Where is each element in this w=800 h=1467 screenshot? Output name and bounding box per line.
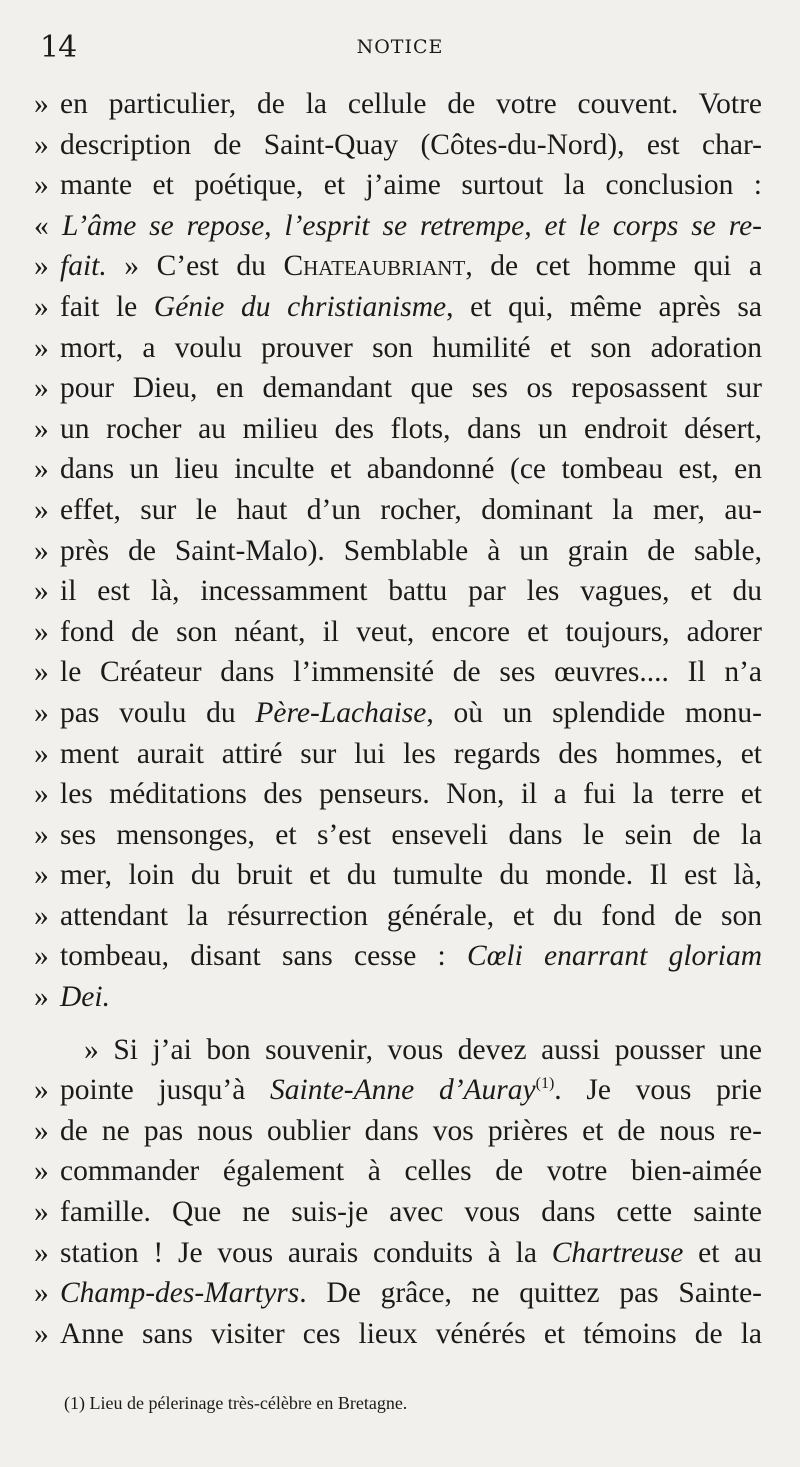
text-line (34, 936, 762, 977)
small-caps-name: Chateaubriant (283, 250, 466, 283)
text-line (34, 1314, 762, 1355)
page-header (40, 30, 760, 70)
text-run: près de Saint-Malo). Semblable à un grain de sable, (60, 534, 762, 567)
quote-mark: » (34, 290, 49, 323)
quote-mark: » (34, 1114, 49, 1147)
text-run: description de Saint-Quay (Côtes-du-Nord), est char- (60, 128, 762, 161)
text-line (34, 206, 762, 247)
italic-text: L’âme se repose, l’esprit se retrempe, et le corps se re- (62, 209, 762, 242)
text-run: Anne sans visiter ces lieux vénérés et témoins de la (60, 1317, 762, 1350)
footnote-marker: (1) (535, 1075, 555, 1093)
quote-mark: « (34, 209, 49, 242)
text-line (34, 1030, 762, 1071)
text-line (34, 612, 762, 653)
text-run: mort, a voulu prouver son humilité et son adoration (60, 331, 762, 364)
text-run: station ! Je vous aurais conduits à la (60, 1236, 552, 1269)
text-run: mer, loin du bruit et du tumulte du monde. Il est là, (60, 859, 762, 892)
italic-text: Sainte-Anne d’Auray (270, 1074, 536, 1107)
quote-mark: » (34, 818, 49, 851)
text-line (34, 1192, 762, 1233)
text-run: pointe jusqu’à (60, 1074, 271, 1107)
quote-mark: » (34, 615, 49, 648)
text-line (34, 774, 762, 815)
text-run: de ne pas nous oublier dans vos prières et de nous re- (60, 1114, 762, 1147)
quote-mark: » (34, 696, 49, 729)
text-line (34, 815, 762, 856)
italic-text: Père-Lachaise (255, 696, 427, 729)
text-run: pas voulu du (60, 696, 256, 729)
text-run: effet, sur le haut d’un rocher, dominant la mer, au- (60, 493, 762, 526)
text-line (34, 409, 762, 450)
italic-text: Chartreuse (551, 1236, 684, 1269)
text-run: ses mensonges, et s’est enseveli dans le sein de la (60, 818, 762, 851)
text-run: et au (683, 1236, 763, 1269)
quote-mark: » (34, 128, 49, 161)
quote-mark: » (34, 737, 49, 770)
quote-mark: » (34, 859, 49, 892)
footnote: (1) Lieu de pélerinage très-célèbre en Bretagne. (64, 1393, 408, 1413)
text-run: , où un splendide monu- (426, 696, 762, 729)
text-run: tombeau, disant sans cesse : (60, 940, 468, 973)
quote-mark: » (34, 575, 49, 608)
text-run: dans un lieu inculte et abandonné (ce tombeau est, en (60, 453, 762, 486)
text-run: famille. Que ne suis-je avec vous dans cette sainte (60, 1196, 762, 1229)
quote-mark: » (34, 493, 49, 526)
text-line (34, 246, 762, 287)
quote-mark: » (34, 1196, 49, 1229)
text-run: . De grâce, ne quittez pas Sainte- (299, 1277, 762, 1310)
text-run: les méditations des penseurs. Non, il a fui la terre et (60, 778, 762, 811)
text-line (34, 1233, 762, 1274)
text-line (34, 328, 762, 369)
text-line (34, 693, 762, 734)
quote-mark: » (34, 250, 49, 283)
quote-mark: » (34, 656, 49, 689)
text-line (34, 1070, 762, 1111)
text-line (34, 855, 762, 896)
quote-mark: » (34, 940, 49, 973)
text-run: un rocher au milieu des flots, dans un endroit désert, (60, 412, 762, 445)
text-line (34, 165, 762, 206)
text-run: » Si j’ai bon souvenir, vous devez aussi pousser une (84, 1033, 762, 1066)
italic-text: fait. (60, 250, 107, 283)
text-line (34, 287, 762, 328)
quote-mark: » (34, 981, 49, 1014)
text-line (34, 125, 762, 166)
running-title: NOTICE (356, 36, 444, 58)
text-line (34, 1151, 762, 1192)
text-run: pour Dieu, en demandant que ses os reposassent sur (60, 372, 762, 405)
quote-mark: » (34, 372, 49, 405)
quote-mark: » (34, 169, 49, 202)
text-run: le Créateur dans l’immensité de ses œuvres.... Il n’a (60, 656, 762, 689)
text-run: » C’est du (106, 250, 284, 283)
quote-mark: » (34, 412, 49, 445)
text-line (34, 368, 762, 409)
text-line (34, 1111, 762, 1152)
text-run: ment aurait attiré sur lui les regards des hommes, et (60, 737, 762, 770)
italic-text: Cœli enarrant gloriam (467, 940, 762, 973)
text-line (34, 531, 762, 572)
text-line (34, 449, 762, 490)
text-line (34, 1273, 762, 1314)
text-run: en particulier, de la cellule de votre couvent. Votre (60, 88, 762, 120)
quote-mark: » (34, 778, 49, 811)
text-line (34, 571, 762, 612)
text-run: . Je vous prie (554, 1074, 763, 1107)
text-line (34, 84, 762, 125)
quote-mark: » (34, 899, 49, 932)
text-run: fait le (60, 290, 154, 323)
quote-mark: » (34, 1155, 49, 1188)
text-run: fond de son néant, il veut, encore et toujours, adorer (60, 615, 762, 648)
text-line (34, 652, 762, 693)
quote-mark: » (34, 453, 49, 486)
text-run: il est là, incessamment battu par les vagues, et du (60, 575, 762, 608)
italic-text: Dei. (60, 981, 110, 1014)
text-run: commander également à celles de votre bien-aimée (60, 1155, 762, 1188)
quote-mark: » (34, 331, 49, 364)
quote-mark: » (34, 534, 49, 567)
quote-mark: » (34, 1236, 49, 1269)
page-number: 14 (40, 30, 77, 65)
quote-mark: » (34, 1317, 49, 1350)
italic-text: Champ-des-Martyrs (60, 1277, 300, 1310)
text-run: mante et poétique, et j’aime surtout la conclusion : (60, 169, 762, 202)
italic-text: Génie du christianisme (153, 290, 447, 323)
quote-mark: » (34, 88, 49, 120)
body-text (34, 84, 762, 1354)
text-run: , et qui, même après sa (446, 290, 762, 323)
text-run: attendant la résurrection générale, et du fond de son (60, 899, 762, 932)
text-line (34, 490, 762, 531)
quote-mark: » (34, 1277, 49, 1310)
text-line (34, 977, 762, 1018)
text-line (34, 896, 762, 937)
text-run: , de cet homme qui a (465, 250, 762, 283)
text-line (34, 734, 762, 775)
quote-mark: » (34, 1074, 49, 1107)
